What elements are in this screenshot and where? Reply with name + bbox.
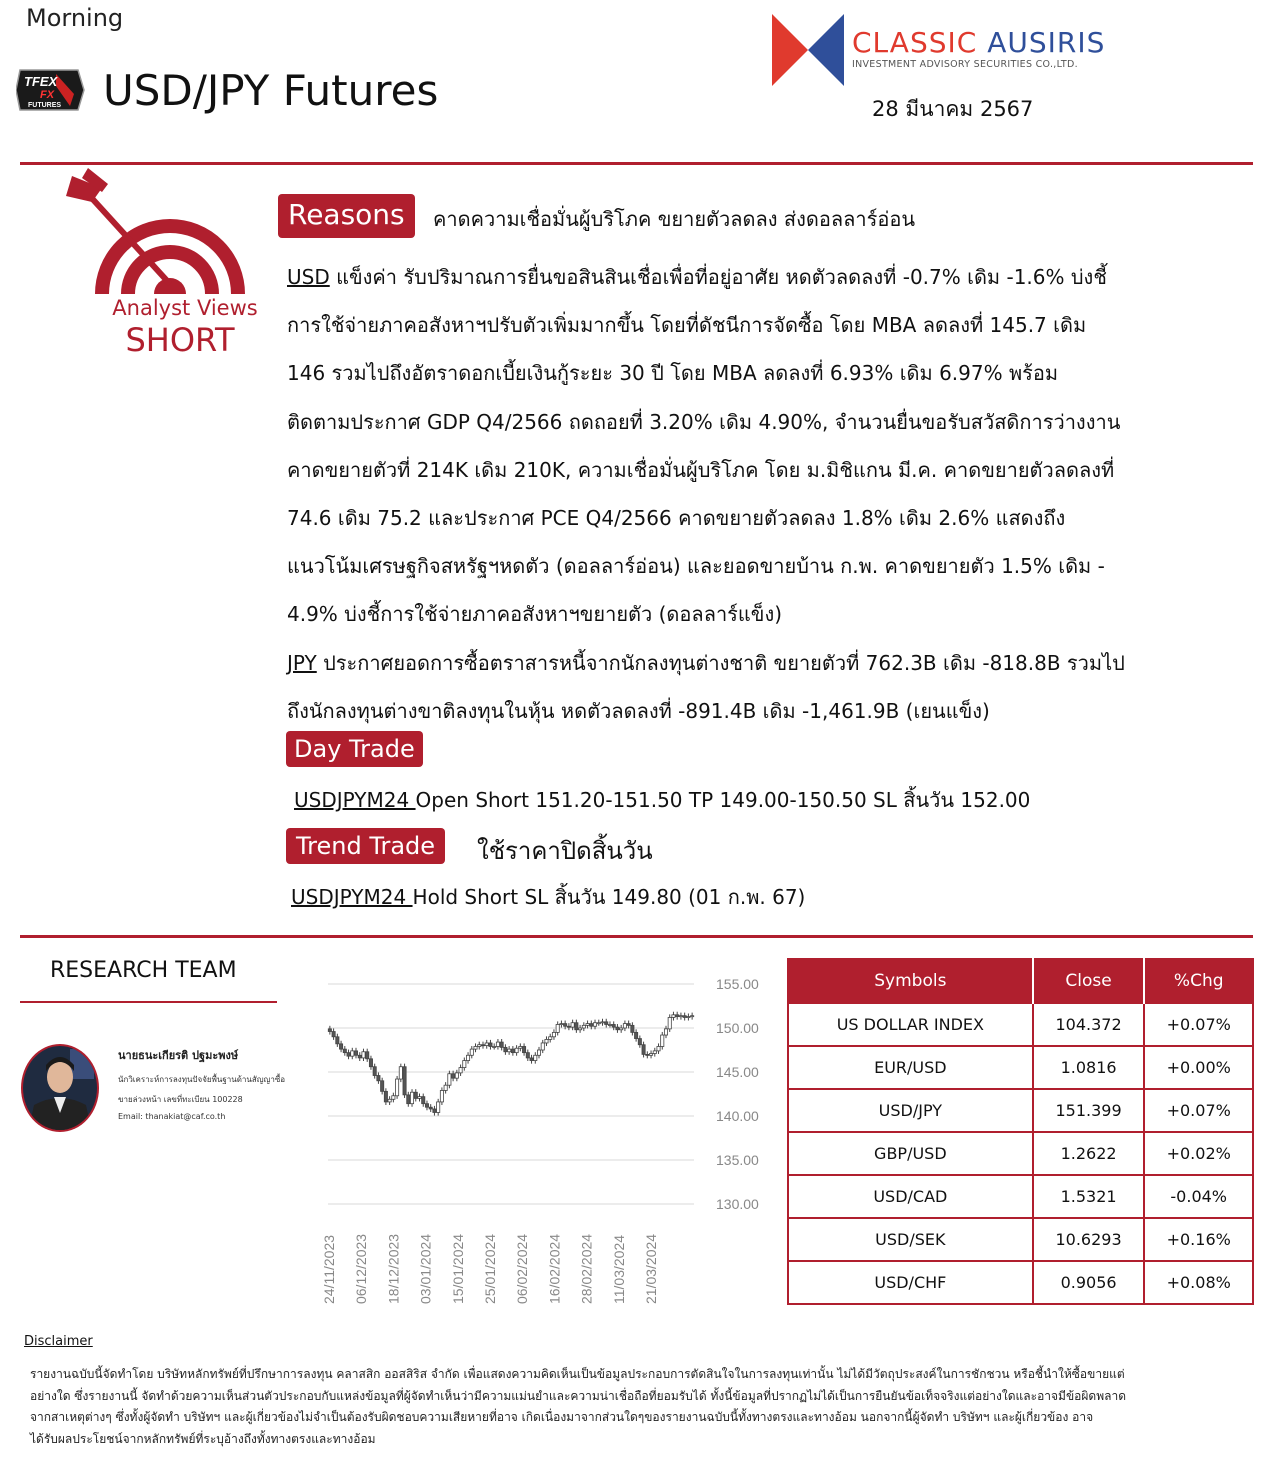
candle-body (530, 1058, 533, 1061)
candle-body (541, 1043, 544, 1050)
x-tick-label: 21/03/2024 (643, 1233, 659, 1304)
candle-body (560, 1024, 563, 1025)
chg-cell: +0.08% (1144, 1261, 1253, 1304)
candle-body (627, 1024, 630, 1026)
disclaimer-line: รายงานฉบับนี้จัดทำโดย บริษัทหลักทรัพย์ที่ปรึกษาการลงทุน คลาสสิก ออสสิริส จำกัด เพื่อแสดงความคิดเห็นเป็นข้อมูลประกอบการตัดสินใจในการลงทุนเท่านั้น ไม่ได้มีวัตถุประสงค์ในการชักชวน หรือชี้นำให้ซื้อขายแต่ (30, 1367, 1125, 1381)
candle-body (433, 1109, 436, 1113)
candle-body (395, 1079, 398, 1096)
jpy-line-1: JPY ประกาศยอดการซื้อตราสารหนี้จากนักลงทุนต่างชาติ ขยายตัวที่ 762.3B เดิม -818.8B รวมไป (287, 650, 1125, 675)
candle-body (679, 1016, 682, 1017)
candle-body (504, 1047, 507, 1051)
candle-body (384, 1091, 387, 1102)
research-underline (20, 1001, 277, 1003)
usd-line: แนวโน้มเศรษฐกิจสหรัฐฯหดตัว (ดอลลาร์อ่อน) และยอดขายบ้าน ก.พ. คาดขยายตัว 1.5% เดิม - (287, 554, 1105, 579)
candle-body (485, 1043, 488, 1046)
candle-body (377, 1076, 380, 1081)
close-cell: 151.399 (1033, 1089, 1145, 1132)
usd-line: 74.6 เดิม 75.2 และประกาศ PCE Q4/2566 คาดขยายตัวลดลง 1.8% เดิม 2.6% แสดงถึง (287, 506, 1066, 531)
candle-body (328, 1029, 331, 1032)
close-cell: 1.5321 (1033, 1175, 1145, 1218)
page-title: USD/JPY Futures (103, 66, 439, 115)
y-tick-label: 155.00 (716, 976, 759, 992)
candle-body (437, 1102, 440, 1113)
chg-cell: +0.07% (1144, 1003, 1253, 1046)
symbol-cell: GBP/USD (788, 1132, 1033, 1175)
brand-name: CLASSIC AUSIRIS (852, 26, 1106, 59)
table-row (788, 1218, 1253, 1261)
candle-body (414, 1092, 417, 1098)
close-cell: 10.6293 (1033, 1218, 1145, 1261)
col-header-symbols: Symbols (788, 959, 1033, 1003)
candle-body (452, 1074, 455, 1078)
candle-body (642, 1045, 645, 1055)
table-row (788, 1261, 1253, 1304)
candle-body (418, 1097, 421, 1099)
chg-cell: +0.02% (1144, 1132, 1253, 1175)
close-cell: 0.9056 (1033, 1261, 1145, 1304)
close-cell: 1.0816 (1033, 1046, 1145, 1089)
candle-body (429, 1107, 432, 1109)
candle-body (683, 1016, 686, 1018)
candle-body (564, 1024, 567, 1027)
candle-body (381, 1081, 384, 1092)
candle-body (635, 1032, 638, 1038)
x-tick-label: 18/12/2023 (385, 1233, 402, 1304)
candle-body (440, 1090, 443, 1101)
y-tick-label: 135.00 (716, 1152, 759, 1168)
analyst-views-label: Analyst Views (112, 296, 258, 320)
candle-body (582, 1025, 585, 1028)
analyst-email: Email: thanakiat@caf.co.th (118, 1112, 226, 1121)
candle-body (631, 1025, 634, 1032)
candle-body (571, 1023, 574, 1027)
candle-body (545, 1039, 548, 1043)
usd-line: 146 รวมไปถึงอัตราดอกเบี้ยเงินกู้ระยะ 30 ปี โดย MBA ลดลงที่ 6.93% เดิม 6.97% พร้อม (287, 361, 1059, 386)
day-trade-symbol: USDJPYM24 (294, 788, 416, 812)
candle-body (691, 1016, 694, 1017)
table-row (788, 1132, 1253, 1175)
disclaimer-line: ได้รับผลประโยชน์จากหลักทรัพย์ที่ระบุอ้างถึงทั้งทางตรงและทางอ้อม (30, 1431, 376, 1446)
candle-body (605, 1022, 608, 1025)
candle-body (556, 1024, 559, 1032)
candle-body (366, 1052, 369, 1059)
x-tick-label: 03/01/2024 (417, 1233, 434, 1304)
usd-line: 4.9% บ่งชี้การใช้จ่ายภาคอสังหาฯขยายตัว (ดอลลาร์แข็ง) (287, 602, 783, 627)
table-row (788, 1089, 1253, 1132)
jpy-label: JPY (287, 650, 317, 675)
y-tick-label: 150.00 (716, 1020, 759, 1036)
brand-subtitle: INVESTMENT ADVISORY SECURITIES CO.,LTD. (852, 59, 1078, 70)
day-trade-text: Open Short 151.20-151.50 TP 149.00-150.50 SL สิ้นวัน 152.00 (415, 788, 1031, 812)
usd-line: ติดตามประกาศ GDP Q4/2566 ถดถอยที่ 3.20% เดิม 4.90%, จำนวนยื่นขอรับสวัสดิการว่างงาน (287, 409, 1121, 434)
candle-body (620, 1028, 623, 1030)
candle-body (403, 1067, 406, 1095)
candle-body (534, 1055, 537, 1060)
candle-body (478, 1045, 481, 1047)
candle-body (351, 1051, 354, 1056)
candle-body (444, 1085, 447, 1090)
quotes-table (787, 958, 1254, 1305)
candle-body (526, 1053, 529, 1058)
candle-body (410, 1092, 413, 1103)
usd-label: USD (287, 265, 330, 289)
candle-body (578, 1028, 581, 1030)
candle-body (522, 1046, 525, 1052)
candle-body (466, 1055, 469, 1060)
x-tick-label: 24/11/2023 (321, 1234, 337, 1304)
x-tick-label: 11/03/2024 (610, 1234, 627, 1304)
candle-body (373, 1067, 376, 1076)
table-row (788, 1175, 1253, 1218)
candle-body (407, 1095, 410, 1104)
day-trade-line (294, 784, 1030, 816)
candle-body (552, 1032, 555, 1036)
disclaimer-line: จากสาเหตุต่างๆ ซึ่งทั้งผู้จัดทำ บริษัทฯ และผู้เกี่ยวข้องไม่จำเป็นต้องรับผิดชอบความเสียหายที่อาจ เกิดเนื่องมาจากส่วนใดๆของรายงานฉบับนี้ทั้งทางตรงและทางอ้อม นอกจากนี้ผู้จัดทำ บริษัทฯ และผู้เกี่ยวข้อง อาจ (30, 1410, 1094, 1424)
section-divider (20, 935, 1253, 938)
report-date: 28 มีนาคม 2567 (872, 97, 1034, 121)
candle-body (511, 1049, 514, 1053)
candle-body (664, 1029, 667, 1035)
disclaimer-title: Disclaimer (24, 1334, 93, 1349)
candle-body (369, 1059, 372, 1067)
usd-line: การใช้จ่ายภาคอสังหาฯปรับตัวเพิ่มมากขึ้น โดยที่ดัชนีการจัดซื้อ โดย MBA ลดลงที่ 145.7 เดิม (287, 313, 1087, 338)
candle-body (653, 1051, 656, 1054)
candle-body (493, 1046, 496, 1047)
symbol-cell: US DOLLAR INDEX (788, 1003, 1033, 1046)
trend-trade-note: ใช้ราคาปิดสิ้นวัน (477, 837, 653, 865)
usd-line: คาดขยายตัวที่ 214K เดิม 210K, ความเชื่อมั่นผู้บริโภค โดย ม.มิชิแกน มี.ค. คาดขยายตัวลดลงที่ (287, 457, 1115, 482)
x-tick-label: 06/02/2024 (514, 1233, 531, 1304)
header-divider (20, 162, 1253, 165)
candle-body (567, 1026, 570, 1027)
candle-body (676, 1015, 679, 1017)
candle-body (519, 1046, 522, 1048)
analyst-license: ขายล่วงหน้า เลขที่ทะเบียน 100228 (118, 1095, 243, 1104)
candle-body (649, 1054, 652, 1056)
reasons-body (287, 253, 1247, 735)
avatar (20, 1043, 100, 1133)
candle-body (422, 1097, 425, 1104)
candle-body (508, 1049, 511, 1052)
x-tick-label: 06/12/2023 (353, 1233, 370, 1304)
target-arrow-icon (62, 166, 252, 296)
candle-body (608, 1024, 611, 1025)
candle-body (537, 1050, 540, 1055)
jpy-line: ถึงนักลงทุนต่างขาติลงทุนในหุ้น หดตัวลดลงที่ -891.4B เดิม -1,461.9B (เยนแข็ง) (287, 698, 990, 723)
table-row (788, 1046, 1253, 1089)
reasons-tag: Reasons (278, 194, 415, 238)
y-tick-label: 145.00 (716, 1064, 759, 1080)
candle-body (687, 1017, 690, 1018)
candle-body (489, 1043, 492, 1047)
svg-text:TFEX: TFEX (24, 74, 58, 89)
day-trade-tag: Day Trade (286, 731, 423, 767)
candle-body (455, 1073, 458, 1078)
svg-text:FUTURES: FUTURES (28, 102, 62, 109)
classic-ausiris-logo (772, 14, 844, 86)
reasons-headline: คาดความเชื่อมั่นผู้บริโภค ขยายตัวลดลง ส่งดอลลาร์อ่อน (433, 207, 916, 231)
trend-trade-line (291, 881, 805, 913)
edition-label: Morning (26, 4, 124, 32)
candle-body (623, 1024, 626, 1028)
candle-body (347, 1053, 350, 1057)
candle-body (549, 1037, 552, 1040)
candle-body (459, 1068, 462, 1073)
analyst-role: นักวิเคราะห์การลงทุนปัจจัยพื้นฐานด้านสัญญาซื้อ (118, 1075, 286, 1084)
col-header-close: Close (1033, 959, 1145, 1003)
disclaimer-line: อย่างใด ซึ่งรายงานนี้ จัดทำด้วยความเห็นส่วนตัวประกอบกับแหล่งข้อมูลที่ผู้จัดทำเห็นว่ามีความแม่นยำและความน่าเชื่อถือที่ยอมรับได้ ทั้งนี้ข้อมูลที่ปรากฏไม่ได้เป็นการยืนยันข้อเท็จจริงแต่อย่างใดและอาจมีข้อผิดพลาด (30, 1388, 1126, 1403)
candle-body (672, 1015, 675, 1018)
candle-body (481, 1045, 484, 1046)
symbol-cell: USD/CAD (788, 1175, 1033, 1218)
candle-body (646, 1054, 649, 1055)
candle-body (474, 1046, 477, 1049)
trend-trade-tag: Trend Trade (286, 828, 445, 864)
chg-cell: +0.07% (1144, 1089, 1253, 1132)
candle-body (336, 1037, 339, 1044)
close-cell: 104.372 (1033, 1003, 1145, 1046)
x-tick-label: 25/01/2024 (482, 1233, 498, 1304)
candle-body (463, 1061, 466, 1068)
chg-cell: +0.00% (1144, 1046, 1253, 1089)
candle-body (597, 1023, 600, 1024)
candle-body (612, 1024, 615, 1027)
candle-body (657, 1046, 660, 1050)
x-tick-label: 16/02/2024 (546, 1233, 563, 1304)
trend-trade-text: Hold Short SL สิ้นวัน 149.80 (01 ก.พ. 67) (412, 885, 806, 909)
candle-body (638, 1039, 641, 1045)
symbol-cell: USD/SEK (788, 1218, 1033, 1261)
candle-body (496, 1042, 499, 1046)
close-cell: 1.2622 (1033, 1132, 1145, 1175)
tfex-fx-futures-logo (16, 66, 86, 114)
trend-trade-symbol: USDJPYM24 (291, 885, 413, 909)
candle-body (470, 1049, 473, 1055)
table-row (788, 1003, 1253, 1046)
chg-cell: -0.04% (1144, 1175, 1253, 1218)
candle-body (362, 1052, 365, 1058)
research-team-title: RESEARCH TEAM (50, 958, 237, 983)
candle-body (354, 1051, 357, 1055)
candle-body (339, 1044, 342, 1049)
col-header-chg: %Chg (1144, 959, 1253, 1003)
x-tick-label: 15/01/2024 (449, 1233, 466, 1304)
candle-body (586, 1024, 589, 1026)
x-tick-label: 28/02/2024 (578, 1233, 595, 1304)
svg-text:FX: FX (40, 89, 55, 101)
disclaimer-body (30, 1364, 1230, 1450)
candle-body (661, 1035, 664, 1046)
candle-body (425, 1104, 428, 1108)
y-tick-label: 140.00 (716, 1108, 759, 1124)
y-tick-label: 130.00 (716, 1196, 759, 1212)
position-label: SHORT (125, 321, 235, 359)
candle-body (668, 1017, 671, 1028)
candle-body (448, 1074, 451, 1085)
candle-body (343, 1049, 346, 1053)
candle-body (332, 1032, 335, 1037)
symbol-cell: EUR/USD (788, 1046, 1033, 1089)
candle-body (399, 1067, 402, 1079)
usdjpy-candlestick-chart (318, 972, 778, 1312)
chg-cell: +0.16% (1144, 1218, 1253, 1261)
candle-body (515, 1048, 518, 1052)
candle-body (358, 1055, 361, 1058)
candle-body (593, 1023, 596, 1027)
candle-body (575, 1023, 578, 1030)
symbol-cell: USD/JPY (788, 1089, 1033, 1132)
candle-body (616, 1027, 619, 1030)
candle-body (500, 1042, 503, 1047)
usd-line-1: USD แข็งค่า รับปริมาณการยื่นขอสินสินเชื่อเพื่อที่อยู่อาศัย หดตัวลดลงที่ -0.7% เดิม -1.6% บ่งชี้ (287, 265, 1107, 289)
symbol-cell: USD/CHF (788, 1261, 1033, 1304)
candle-body (392, 1096, 395, 1100)
analyst-name: นายธนะเกียรติ ปฐมะพงษ์ (118, 1049, 239, 1062)
candle-body (590, 1024, 593, 1027)
candle-body (388, 1099, 391, 1102)
candle-body (601, 1022, 604, 1023)
